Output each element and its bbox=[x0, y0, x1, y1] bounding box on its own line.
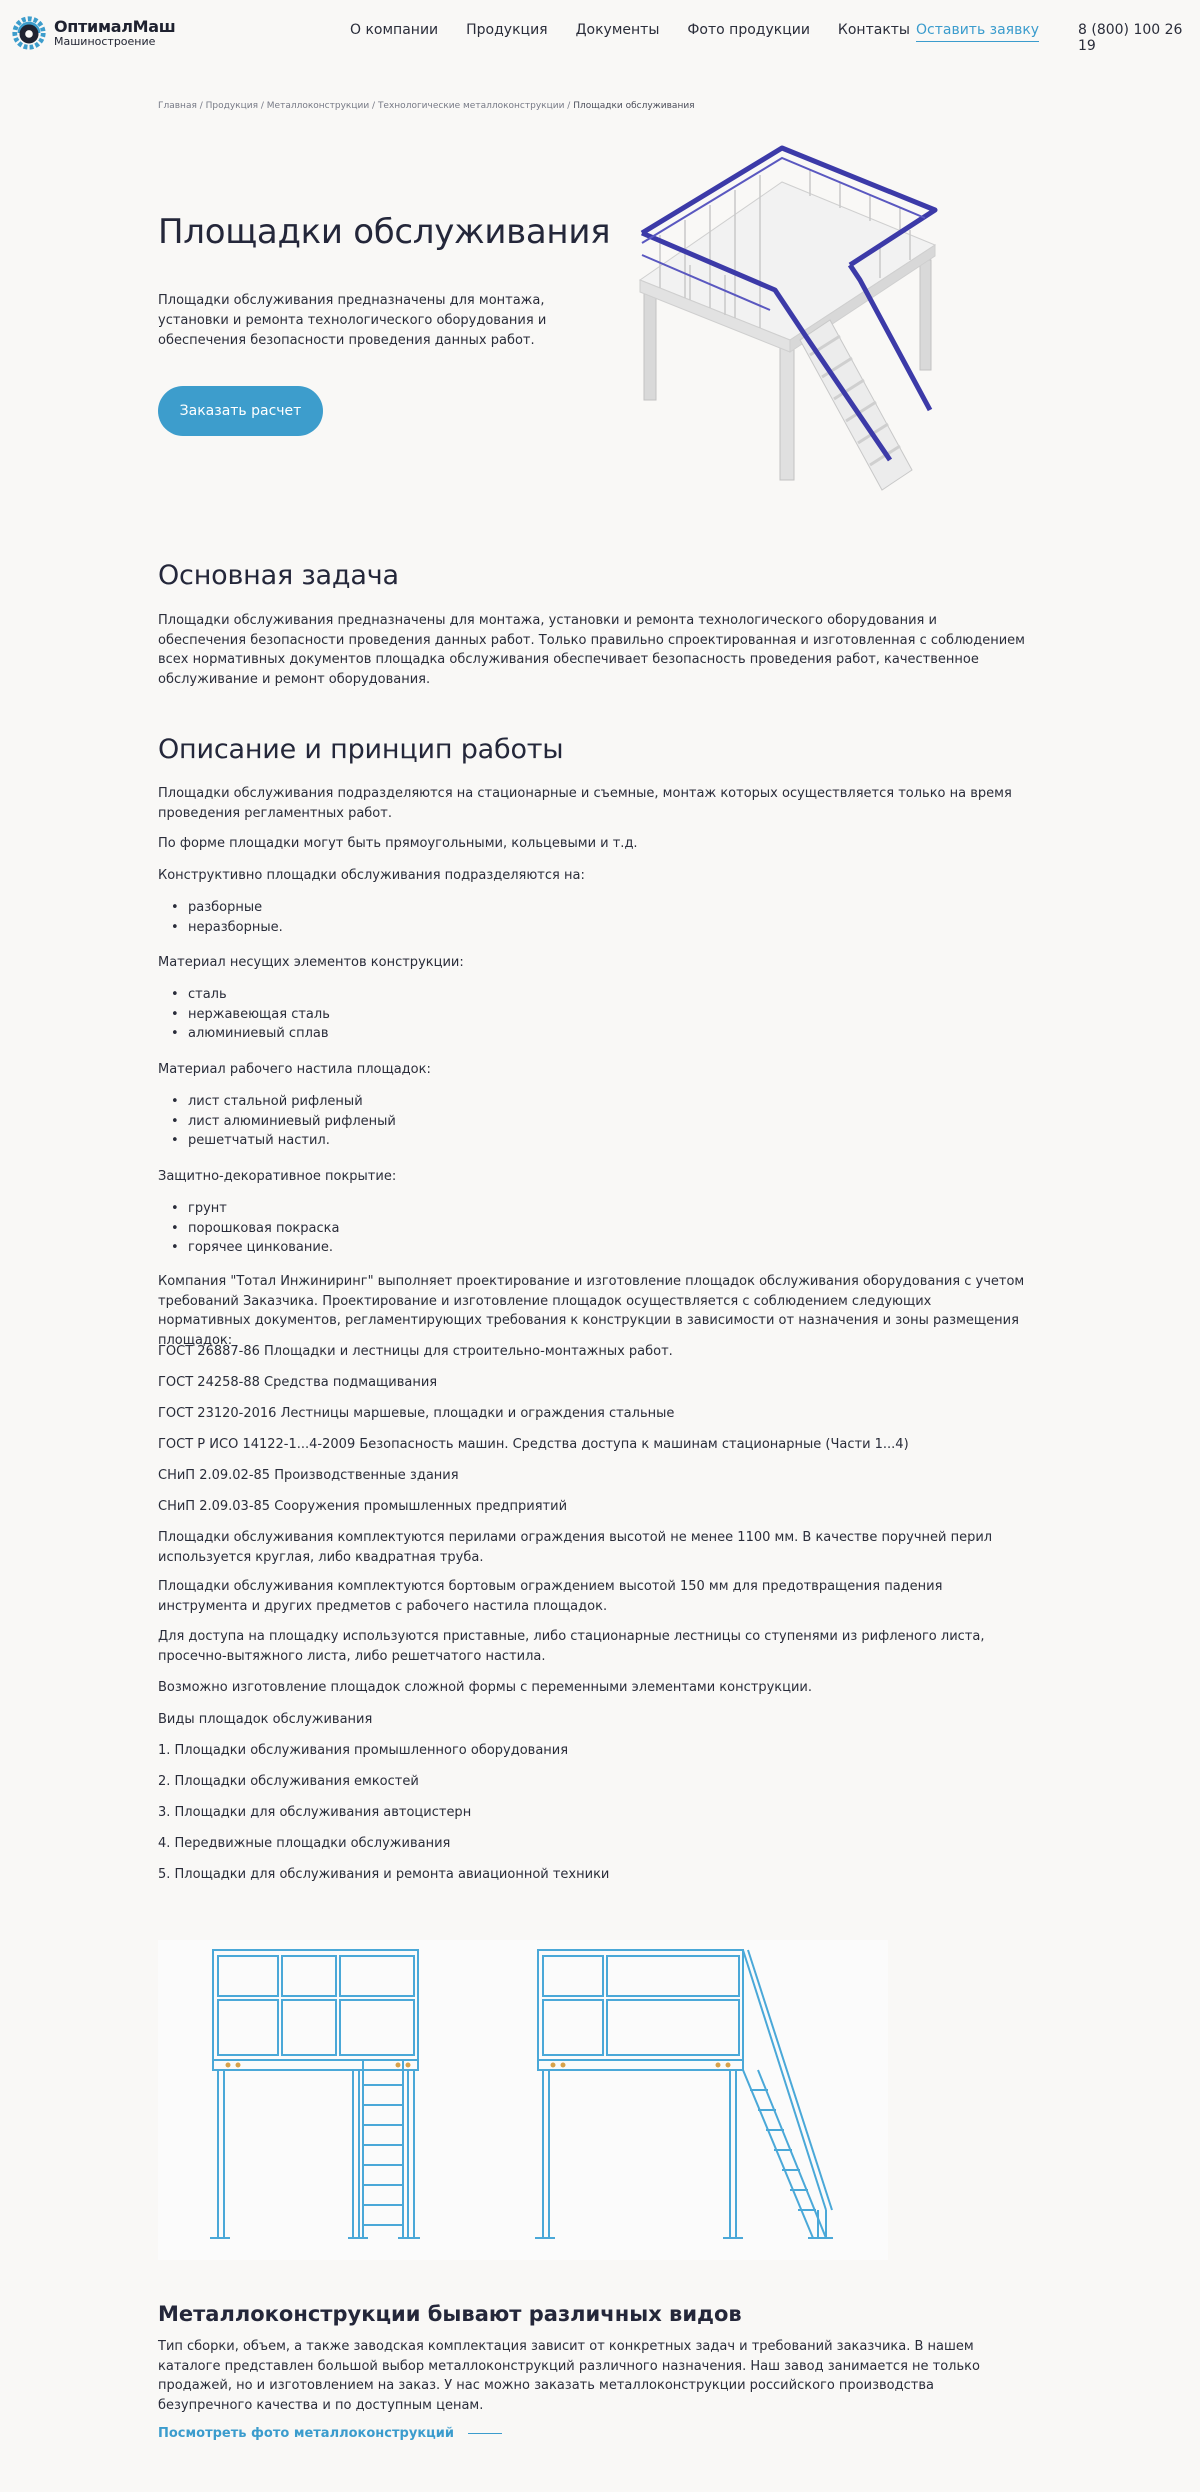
type-item: 5. Площадки для обслуживания и ремонта авиационной техники bbox=[158, 1867, 610, 1882]
list-item: • разборные bbox=[158, 898, 283, 918]
standard-item: ГОСТ 24258-88 Средства подмащивания bbox=[158, 1375, 438, 1390]
list-item: • сталь bbox=[158, 985, 330, 1005]
nav-products[interactable]: Продукция bbox=[466, 22, 548, 38]
description-p6: Защитно-декоративное покрытие: bbox=[158, 1169, 397, 1184]
structure-list bbox=[158, 898, 283, 937]
type-item: 3. Площадки для обслуживания автоцистерн bbox=[158, 1805, 472, 1820]
description-p3: Конструктивно площадки обслуживания подразделяются на: bbox=[158, 868, 585, 883]
list-item: • горячее цинкование. bbox=[158, 1238, 339, 1258]
list-item: • порошковая покраска bbox=[158, 1219, 339, 1239]
main-task-text: Площадки обслуживания предназначены для монтажа, установки и ремонта технологического оборудования и обеспечения безопасности проведения данных работ. Только правильно спроектированная и изготовленная с соблюдением всех нормативных документов площадка обслуживания обеспечивает безопасность проведения работ, качественное обслуживание и ремонт оборудования. bbox=[158, 613, 1025, 687]
breadcrumb-metal[interactable]: Металлоконструкции bbox=[266, 101, 370, 111]
list-item: • неразборные. bbox=[158, 918, 283, 938]
link-dash bbox=[468, 2433, 502, 2434]
phone-number[interactable]: 8 (800) 100 26 19 bbox=[1078, 22, 1183, 54]
list-item: • грунт bbox=[158, 1199, 339, 1219]
list-item: • нержавеющая сталь bbox=[158, 1005, 330, 1025]
description-p8: Площадки обслуживания комплектуются перилами ограждения высотой не менее 1100 мм. В качестве поручней перил используется круглая, либо квадратная труба. bbox=[158, 1530, 993, 1565]
breadcrumb-home[interactable]: Главная bbox=[158, 101, 197, 111]
list-item: • алюминиевый сплав bbox=[158, 1024, 330, 1044]
main-task-title: Основная задача bbox=[158, 560, 399, 591]
brand-tagline: Машиностроение bbox=[54, 34, 156, 48]
description-p2: По форме площадки могут быть прямоугольными, кольцевыми и т.д. bbox=[158, 836, 638, 851]
view-photos-link[interactable] bbox=[158, 2426, 502, 2441]
order-calculation-button[interactable]: Заказать расчет bbox=[158, 386, 323, 436]
type-item: 2. Площадки обслуживания емкостей bbox=[158, 1774, 419, 1789]
breadcrumb-current: Площадки обслуживания bbox=[573, 101, 695, 111]
description-p11: Возможно изготовление площадок сложной формы с переменными элементами конструкции. bbox=[158, 1680, 812, 1695]
metal-types-title: Металлоконструкции бывают различных видов bbox=[158, 2302, 742, 2326]
description-p12: Виды площадок обслуживания bbox=[158, 1712, 373, 1727]
list-item: • решетчатый настил. bbox=[158, 1131, 396, 1151]
standard-item: СНиП 2.09.02-85 Производственные здания bbox=[158, 1468, 459, 1483]
site-header bbox=[0, 0, 1200, 62]
standard-item: ГОСТ Р ИСО 14122-1...4-2009 Безопасность машин. Средства доступа к машинам стационарные (Части 1...4) bbox=[158, 1437, 909, 1452]
nav-photos[interactable]: Фото продукции bbox=[687, 22, 810, 38]
description-p10: Для доступа на площадку используются приставные, либо стационарные лестницы со ступенями из рифленого листа, просечно-вытяжного листа, либо решетчатого настила. bbox=[158, 1629, 985, 1664]
standard-item: СНиП 2.09.03-85 Сооружения промышленных предприятий bbox=[158, 1499, 568, 1514]
nav-contacts[interactable]: Контакты bbox=[837, 22, 910, 38]
view-photos-label: Посмотреть фото металлоконструкций bbox=[158, 2426, 454, 2441]
type-item: 4. Передвижные площадки обслуживания bbox=[158, 1836, 451, 1851]
breadcrumb: Главная / Продукция / Металлоконструкции / Технологические металлоконструкции / Площадки обслуживания bbox=[158, 101, 695, 111]
description-title: Описание и принцип работы bbox=[158, 734, 564, 765]
platform-drawings bbox=[158, 1940, 888, 2260]
coating-list bbox=[158, 1199, 339, 1258]
standard-item: ГОСТ 23120-2016 Лестницы маршевые, площадки и ограждения стальные bbox=[158, 1406, 675, 1421]
main-nav bbox=[350, 22, 938, 38]
page-title: Площадки обслуживания bbox=[158, 212, 611, 252]
type-item: 1. Площадки обслуживания промышленного оборудования bbox=[158, 1743, 569, 1758]
description-p4: Материал несущих элементов конструкции: bbox=[158, 955, 464, 970]
description-p1: Площадки обслуживания подразделяются на стационарные и съемные, монтаж которых осуществляется только на время проведения регламентных работ. bbox=[158, 786, 1012, 821]
breadcrumb-products[interactable]: Продукция bbox=[205, 101, 259, 111]
hero-description: Площадки обслуживания предназначены для монтажа, установки и ремонта технологического оборудования и обеспечения безопасности проведения данных работ. bbox=[158, 293, 547, 348]
gear-logo-icon bbox=[10, 14, 48, 52]
list-item: • лист стальной рифленый bbox=[158, 1092, 396, 1112]
platform-illustration bbox=[630, 140, 950, 510]
brand-name: ОптималМаш bbox=[54, 17, 176, 37]
metal-types-text: Тип сборки, объем, а также заводская комплектация зависит от конкретных задач и требований заказчика. В нашем каталоге представлен большой выбор металлоконструкций различного назначения. Наш завод занимается не только продажей, но и изготовлением на заказ. У нас можно заказать металлоконструкции российского производства безупречного качества и по доступным ценам. bbox=[158, 2339, 980, 2413]
description-p5: Материал рабочего настила площадок: bbox=[158, 1062, 431, 1077]
deck-material-list bbox=[158, 1092, 396, 1151]
nav-about[interactable]: О компании bbox=[350, 22, 439, 38]
nav-documents[interactable]: Документы bbox=[575, 22, 660, 38]
material-list bbox=[158, 985, 330, 1044]
breadcrumb-tech-metal[interactable]: Технологические металлоконструкции bbox=[377, 101, 565, 111]
description-p9: Площадки обслуживания комплектуются бортовым ограждением высотой 150 мм для предотвращения падения инструмента и других предметов с рабочего настила площадок. bbox=[158, 1579, 943, 1614]
logo[interactable] bbox=[10, 14, 175, 52]
leave-request-link[interactable]: Оставить заявку bbox=[916, 22, 1039, 42]
list-item: • лист алюминиевый рифленый bbox=[158, 1112, 396, 1132]
description-p7: Компания "Тотал Инжиниринг" выполняет проектирование и изготовление площадок обслуживания оборудования с учетом требований Заказчика. Проектирование и изготовление площадок осуществляется с соблюдением следующих нормативных документов, регламентирующих требования к конструкции в зависимости от назначения и зоны размещения площадок: bbox=[158, 1274, 1025, 1348]
standard-item: ГОСТ 26887-86 Площадки и лестницы для строительно-монтажных работ. bbox=[158, 1344, 673, 1359]
